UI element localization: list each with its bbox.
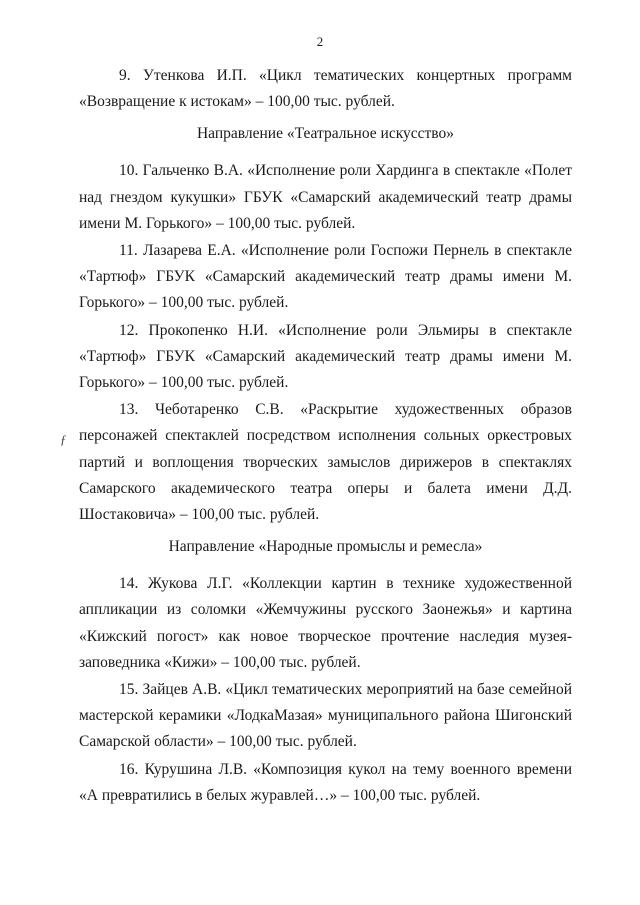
list-item: 10. Гальченко В.А. «Исполнение роли Хардинга в спектакле «Полет над гнездом кукушки» ГБУК «Самарский академический театр драмы имени М. Горького» – 100,00 тыс. рублей. [79,162,572,232]
section-heading: Направление «Народные промыслы и ремесла» [168,538,483,556]
list-item: 13. Чеботаренко С.В. «Раскрытие художественных образов персонажей спектаклей посредством исполнения сольных оркестровых партий и воплощения творческих замыслов дирижеров в спектаклях Самарского академического театра оперы и балета имени Д.Д. Шостаковича» – 100,00 тыс. рублей. [79,401,572,524]
list-item: 9. Утенкова И.П. «Цикл тематических концертных программ «Возвращение к истокам» – 100,00 тыс. рублей. [79,67,572,111]
document-body [79,63,572,809]
page-number: 2 [316,34,324,49]
list-item: 11. Лазарева Е.А. «Исполнение роли Госпожи Пернель в спектакле «Тартюф» ГБУК «Самарский академический театр драмы имени М. Горького» – 100,00 тыс. рублей. [79,242,572,312]
list-item: 16. Курушина Л.В. «Композиция кукол на тему военного времени «А превратились в белых журавлей…» – 100,00 тыс. рублей. [79,760,572,804]
list-item: 15. Зайцев А.В. «Цикл тематических мероприятий на базе семейной мастерской керамики «ЛодкаМазая» муниципального района Шигонский Самарской области» – 100,00 тыс. рублей. [79,681,572,751]
stray-pen-mark: ƒ [60,432,67,447]
list-item: 12. Прокопенко Н.И. «Исполнение роли Эльмиры в спектакле «Тартюф» ГБУК «Самарский академический театр драмы имени М. Горького» – 100,00 тыс. рублей. [79,321,572,392]
section-heading: Направление «Театральное искусство» [196,125,455,143]
list-item: 14. Жукова Л.Г. «Коллекции картин в технике художественной аппликации из соломки «Жемчужины русского Заонежья» и картина «Кижский погост» как новое творческое прочтение наследия музея-заповедника «Кижи» – 100,00 тыс. рублей. [79,575,572,671]
